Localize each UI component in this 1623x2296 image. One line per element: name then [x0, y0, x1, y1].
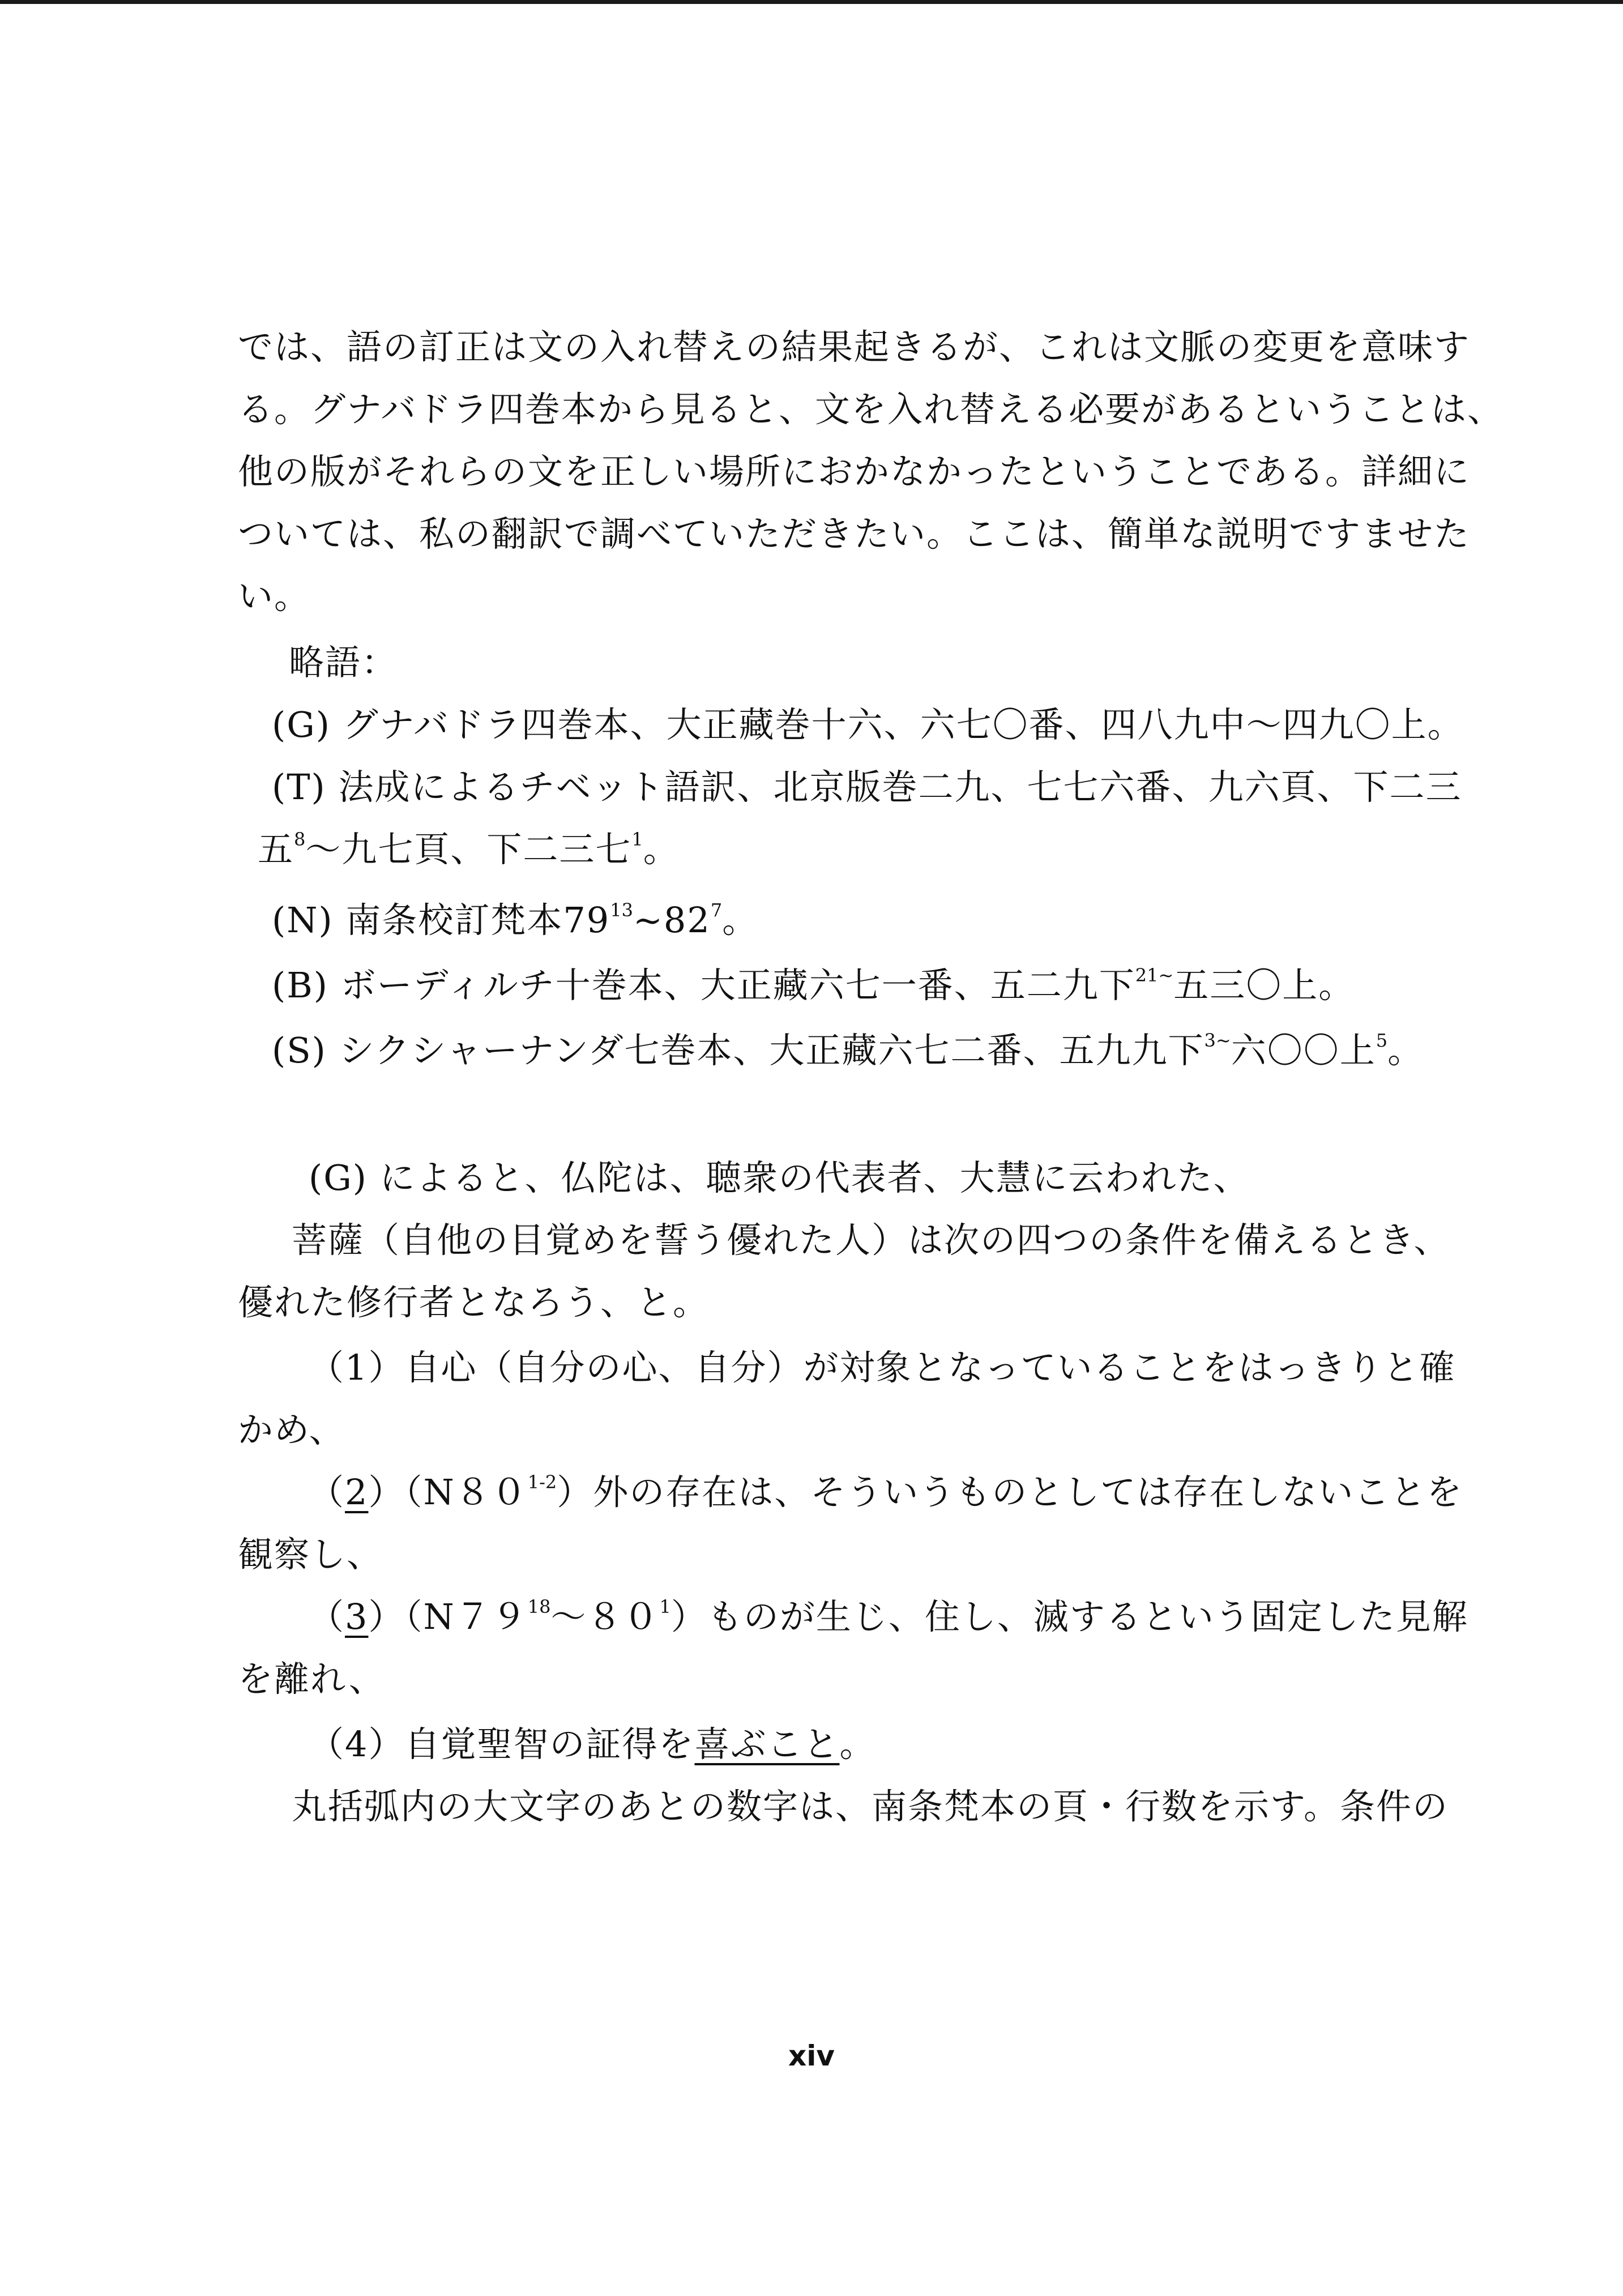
superscript: 18 [527, 1596, 551, 1618]
abbrev-t-cont [258, 827, 680, 872]
abbrev-s [272, 1028, 1424, 1073]
condition-3: $(3)(N79^{18}\sim 80^1)$ものが生じ、住し、滅するという固定した見解 [309, 1596, 1468, 1637]
abbrev-text: 。 [643, 829, 680, 870]
abbrev-label: (S) [272, 1030, 327, 1071]
body-paragraph-3: 優れた修行者となろう、と。 [238, 1282, 710, 1323]
abbrev-text: 五 [258, 829, 294, 870]
abbrev-text: ～九七頁、下二三七 [305, 829, 632, 870]
abbrev-text: 南条校訂梵本$79^{13}\sim 82^7$。 [345, 899, 759, 941]
superscript: 3~ [1204, 1030, 1231, 1051]
condition-number: 2 [345, 1471, 369, 1513]
abbrev-text: シクシャーナンダ七巻本、大正藏六七二番、五九九下$^{3\sim}$六〇〇上$^5$。 [339, 1030, 1424, 1071]
abbrev-label: (B) [272, 965, 328, 1006]
superscript: 1-2 [527, 1471, 557, 1493]
superscript: 1 [631, 829, 643, 850]
page-number: xiv [788, 2039, 835, 2072]
condition-2: （2）（N８０$^{1-2}$）外の存在は、そういうものとしては存在しないことを [309, 1471, 1463, 1513]
intro-line-3: 他の版がそれらの文を正しい場所におかなかったということである。詳細に [238, 451, 1471, 492]
abbrev-heading: 略語： [289, 642, 398, 683]
condition-4: （4）自覚聖智の証得を喜ぶこと。 [309, 1723, 876, 1765]
abbrev-n [272, 898, 758, 943]
superscript: 8 [294, 829, 306, 850]
body-paragraph-1: (G) によると、仏陀は、聴衆の代表者、大慧に云われた、 [309, 1157, 1250, 1198]
abbrev-b [272, 963, 1355, 1008]
top-border [0, 0, 1623, 4]
abbrev-text: グナバドラ四巻本、大正藏巻十六、六七〇番、四八九中～四九〇上。 [343, 704, 1464, 745]
condition-1: （1）自心（自分の心、自分）が対象となっていることをはっきりと確 [309, 1347, 1456, 1388]
superscript: 13 [610, 899, 633, 921]
abbrev-label: (N) [272, 899, 334, 941]
intro-line-4: ついては、私の翻訳で調べていただきたい。ここは、簡単な説明ですませた [238, 513, 1471, 554]
superscript: 1 [659, 1596, 671, 1618]
abbrev-label: (G) [272, 704, 331, 745]
abbrev-t [272, 765, 1462, 810]
superscript: 7 [710, 899, 723, 921]
abbrev-g [272, 702, 1464, 748]
abbrev-label: (T) [272, 766, 326, 808]
abbrev-text: 法成によるチベット語訳、北京版巻二九、七七六番、九六頁、下二三 [338, 766, 1462, 808]
condition-number: 3 [345, 1596, 369, 1637]
intro-line-2: る。グナバドラ四巻本から見ると、文を入れ替える必要があるということは、 [238, 389, 1504, 430]
condition-2-cont: 観察し、 [238, 1534, 383, 1575]
abbrev-text: ボーディルチ十巻本、大正藏六七一番、五二九下$^{21\sim}$五三〇上。 [340, 965, 1355, 1006]
condition-3-cont: を離れ、 [238, 1658, 385, 1700]
underlined-text: 喜ぶこと [694, 1723, 840, 1765]
superscript: 5 [1376, 1030, 1388, 1051]
body-last-line: 丸括弧内の大文字のあとの数字は、南条梵本の頁・行数を示す。条件の [292, 1786, 1449, 1827]
intro-line-1: では、語の訂正は文の入れ替えの結果起きるが、これは文脈の変更を意味す [238, 326, 1471, 368]
condition-1-cont: かめ、 [238, 1409, 345, 1450]
superscript: 21~ [1135, 965, 1174, 986]
body-paragraph-2: 菩薩（自他の目覚めを誓う優れた人）は次の四つの条件を備えるとき、 [292, 1219, 1450, 1261]
intro-line-5: い。 [238, 575, 311, 617]
